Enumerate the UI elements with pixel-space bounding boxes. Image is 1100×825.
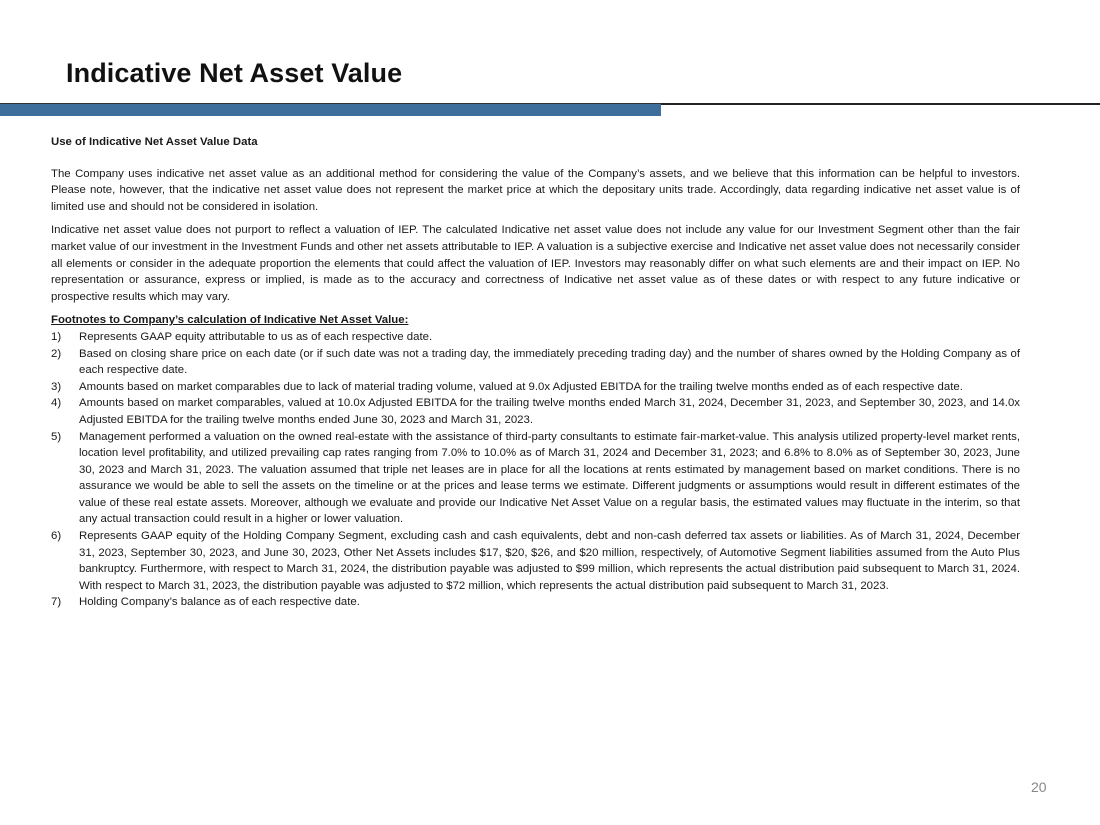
footnote-text: Based on closing share price on each date (or if such date was not a trading day, the immediately preceding trading day) and the number of shares owned by the Holding Company as of each respective date. [79,347,1020,377]
footnote-text: Represents GAAP equity of the Holding Company Segment, excluding cash and cash equivalents, debt and non-cash deferred tax assets or liabilities. As of March 31, 2024, December 31, 2023, September 30, 2023, and June 30, 2023, Other Net Assets includes $17, $20, $26, and $20 million, respectively, of Automotive Segment liabilities assumed from the Auto Plus bankruptcy. Furthermore, with respect to March 31, 2024, the distribution payable was adjusted to $99 million, which represents the actual distribution paid subsequent to March 31, 2024. With respect to March 31, 2023, the distribution payable was adjusted to $72 million, which represents the actual distribution paid subsequent to March 31, 2023. [79,530,1020,592]
paragraph-intro: The Company uses indicative net asset value as an additional method for considering the value of the Company’s assets, and we believe that this information can be helpful to investors. Please note, however, that the indicative net asset value does not represent the market price at which the depositary units trade. Accordingly, data regarding indicative net asset value is of limited use and should not be considered in isolation. [51,167,1020,213]
footnote-item [51,594,1020,611]
footnote-number: 3) [51,380,62,393]
footnote-item [51,379,1020,396]
footnote-number: 6) [51,530,62,543]
footnote-text: Amounts based on market comparables, valued at 10.0x Adjusted EBITDA for the trailing twelve months ended March 31, 2024, December 31, 2023, and September 30, 2023, and 14.0x Adjusted EBITDA for the trailing twelve months ended June 30, 2023 and March 31, 2023. [79,397,1020,426]
footnotes-heading: Footnotes to Company’s calculation of Indicative Net Asset Value: [51,314,409,327]
footnote-text: Holding Company’s balance as of each respective date. [79,596,360,609]
footnote-item [51,329,1020,346]
paragraph-disclaimer: Indicative net asset value does not purport to reflect a valuation of IEP. The calculated Indicative net asset value does not include any value for our Investment Segment other than the fair market value of our investment in the Investment Funds and other net assets attributable to IEP. A valuation is a subjective exercise and Indicative net asset value does not necessarily consider all elements or consider in the adequate proportion the elements that could affect the valuation of IEP. Investors may reasonably differ on what such elements are and their impact on IEP. No representation or assurance, express or implied, is made as to the accuracy and correctness of Indicative net asset value as of these dates or with respect to any future indicative or prospective results which may vary. [51,224,1020,303]
section-heading: Use of Indicative Net Asset Value Data [51,136,258,148]
footnote-text: Represents GAAP equity attributable to us as of each respective date. [79,330,433,343]
footnote-item [51,429,1020,529]
footnote-number: 2) [51,347,62,360]
footnote-number: 7) [51,596,62,609]
page-title: Indicative Net Asset Value [66,58,403,88]
footnote-text: Amounts based on market comparables due to lack of material trading volume, valued at 9.0x Adjusted EBITDA for the trailing twelve months ended as of each respective date. [79,380,963,393]
page-number: 20 [1031,779,1047,795]
footnote-item [51,395,1020,428]
footnotes-list [51,329,1020,611]
footnote-number: 4) [51,397,62,410]
header-accent-band [0,104,661,116]
footnote-number: 5) [51,430,62,443]
header-divider-right [661,103,1100,105]
footnote-text: Management performed a valuation on the owned real-estate with the assistance of third-party consultants to estimate fair-market-value. This analysis utilized property-level market rents, location level profitability, and utilized prevailing cap rates ranging from 7.0% to 10.0% as of March 31, 2024 and December 31, 2023; and 6.8% to 8.0% as of September 30, 2023, June 30, 2023 and March 31, 2023. The valuation assumed that triple net leases are in place for all the locations at rents estimated by management based on market conditions. There is no assurance we would be able to sell the assets on the timeline or at the prices and lease terms we estimate. Different judgments or assumptions would result in different estimates of the value of these real estate assets. Moreover, although we evaluate and provide our Indicative Net Asset Value on a regular basis, the estimated values may fluctuate in the interim, so that any actual transaction could result in a higher or lower valuation. [79,430,1020,526]
footnote-item [51,528,1020,594]
footnote-item [51,346,1020,379]
footnote-number: 1) [51,330,62,343]
slide-content [51,134,1020,611]
